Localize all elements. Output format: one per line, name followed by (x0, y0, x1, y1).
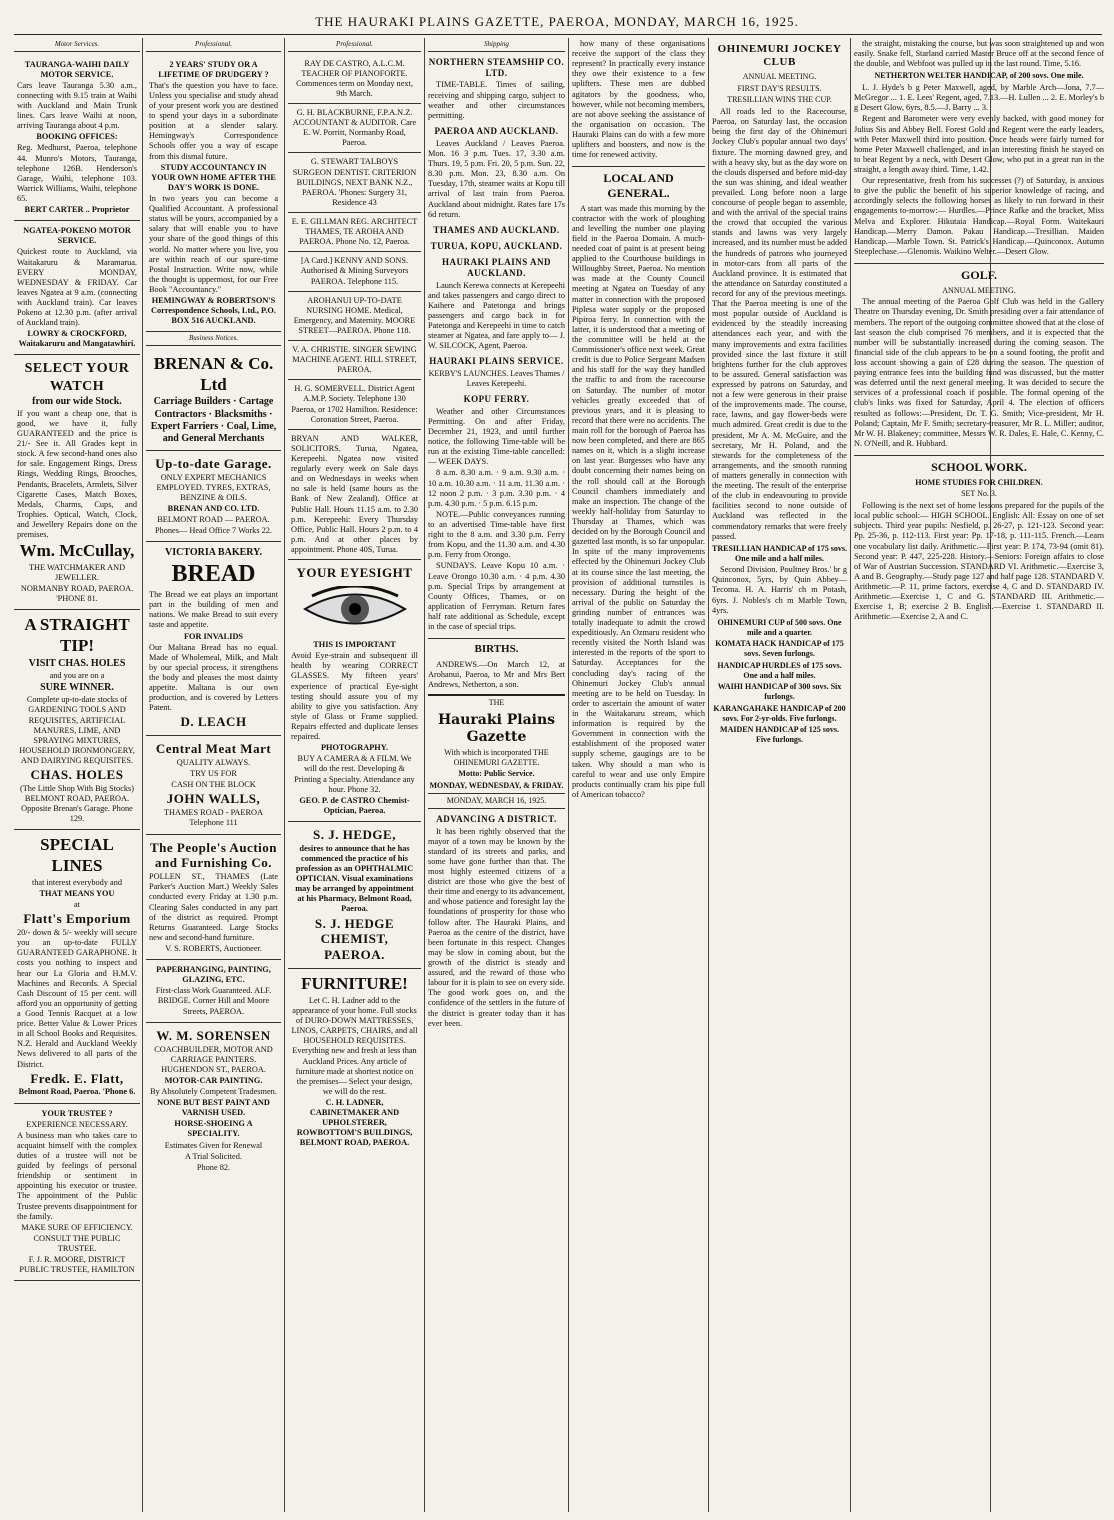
race-heading: KOMATA HACK HANDICAP of 175 sovs. Seven furlongs. (715, 639, 844, 659)
shipping-route: TURUA, KOPU, AUCKLAND. (430, 240, 563, 251)
gazette-motto: Motto: Public Service. (458, 769, 535, 779)
advert-signature: HEMINGWAY & ROBERTSON'S Correspondence Schools, Ltd., P.O. BOX 516 AUCKLAND. (151, 296, 276, 326)
shipping-route: PAEROA AND AUCKLAND. (434, 125, 559, 136)
advert-title: Up-to-date Garage. (155, 456, 272, 472)
race-heading: HANDICAP HURDLES of 175 sovs. One and a half miles. (717, 660, 842, 680)
ferry-sundays: SUNDAYS. Leave Kopu 10 a.m. · Leave Orongo 10.30 a.m. · 4 p.m. 4.30 p.m. Special Trips by arrangement at County Offices, Thames, or on application of Ferryman. Return fares half rate additional as Schedule, except in the case of special trips. (428, 561, 565, 632)
golf-heading: GOLF. (854, 263, 1104, 283)
advert-title: The People's Auction and Furnishing Co. (149, 839, 277, 871)
advert-garage (146, 451, 281, 542)
advert-body: ONLY EXPERT MECHANICS EMPLOYED. TYRES, EXTRAS, BENZINE & OILS. (156, 472, 271, 503)
column-local-general (572, 38, 705, 1512)
ferry-note: NOTE.—Public conveyances running to an advertised Time-table have first right to the 8 a.m. and 3.30 p.m. Ferry from Kopu, and the 11.30 a.m. and 4.30 p.m. Ferry from Orongo. (428, 509, 565, 560)
race-report: Regent and Barometer were very evenly backed, with good money for Julius Sis and Abbey Bell. Forest Gold and Regent were the early leaders, with Peter Maxwell third into position. Once heads were fairly turned for home Peter Maxwell challenged, and in an interesting finish he stayed on to beat Regent by a neck, with Desert Glow, who put in a great run in the straight, a length away third. Time, 1.42. (854, 114, 1104, 174)
advert-proprietor: BERT CARTER .. Proprietor (24, 205, 130, 215)
advert-subheading: STUDY ACCOUNTANCY IN YOUR OWN HOME AFTER THE DAY'S WORK IS DONE. (151, 162, 276, 192)
advert-title: W. M. SORENSEN (156, 1027, 271, 1043)
advert-body: Our Maltana Bread has no equal. Made of Wholemeal, Milk, and Malt by our special process, it strengthens the body and pleases the most dainty appetite. Maltana is our own production, and is covered by Letters Patent. (149, 642, 278, 713)
advert-body: desires to announce that he has commenced the practice of his profession as an OPHTHALMIC OPTICIAN. Visual examinations may be arranged by appointment at his Pharmacy, Belmont Road, Paeroa. (295, 843, 414, 914)
advert-title: BRENAN & Co. Ltd (153, 353, 274, 394)
advert-line: MAKE SURE OF EFFICIENCY. (21, 1222, 133, 1232)
section-heading: Professional. (146, 38, 281, 52)
column-shipping (428, 38, 565, 1512)
advert-straight-tip (14, 610, 140, 830)
gazette-subtitle: With which is incorporated THE OHINEMURI GAZETTE. (444, 747, 549, 767)
advert-victoria-bakery (146, 542, 281, 737)
race-heading: OHINEMURI CUP of 500 sovs. One mile and a quarter. (717, 617, 842, 637)
advert-line: Estimates Given for Renewal (164, 1140, 263, 1150)
advert-title: NGATEA-POKENO MOTOR SERVICE. (23, 226, 131, 246)
gazette-date: MONDAY, MARCH 16, 1925. (428, 793, 565, 809)
advert-subheading: FOR INVALIDS (183, 631, 244, 641)
shipping-body: Weather and other Circumstances Permitting. On and after Friday, December 21, 1923, and until further notice, the following Time-table will be run at the existing Time-table cancelled:— WEEK DAYS. (428, 406, 565, 467)
advert-body: The Bread we eat plays an important part in the building of men and nations. We make Bread to suit every taste and appetite. (149, 590, 278, 630)
advert-public-trustee (14, 1104, 140, 1282)
masthead: THE HAURAKI PLAINS GAZETTE, PAEROA, MONDAY, MARCH 16, 1925. (315, 14, 799, 29)
column-divider (424, 38, 425, 1512)
advert-line: TRY US FOR (190, 769, 237, 779)
advert-meat-mart (146, 736, 281, 834)
advert-subheading: PHOTOGRAPHY. (320, 743, 389, 753)
shipping-route: HAURAKI PLAINS AND AUCKLAND. (441, 256, 551, 278)
advert-line: and you are on a (49, 671, 105, 681)
gazette-title: Hauraki Plains Gazette (437, 711, 556, 745)
advert-line: MOTOR-CAR PAINTING. (164, 1075, 263, 1085)
advert-body: In two years you can become a Qualified Accountant. A professional status will be yours, accompanied by a salary that will enable you to have your share of the good things of this world. No matter where you live, you are within reach of our spare-time Postal Instruction. Write now, while the thought is uppermost, for our Free Book "Accountancy." (149, 193, 278, 294)
race-results-continued: the straight, mistaking the course, but was soon straightened up and won easily. Snake fell, Starland carried Master Bruce off at the second fence of the double, and Webfoot was pulled up in the last round. Time, 5.16. (854, 39, 1104, 69)
advert-name: CHAS. HOLES (30, 767, 124, 783)
advert-title: YOUR EYESIGHT (296, 565, 413, 581)
advert-name: JOHN WALLS, (166, 791, 261, 807)
advert-line: Flatt's Emporium (23, 911, 131, 927)
jockey-club-subheading: FIRST DAY'S RESULTS. (737, 83, 822, 93)
column-divider (708, 38, 709, 1512)
article-title: ADVANCING A DISTRICT. (436, 813, 557, 824)
advert-name: BRENAN AND CO. LTD. (167, 504, 260, 514)
gazette-days: MONDAY, WEDNESDAY, & FRIDAY. (429, 781, 564, 791)
column-divider (850, 38, 851, 1512)
card-de-castro: RAY DE CASTRO, A.L.C.M. TEACHER OF PIANOFORTE. Commences term on Monday next, 9th March. (288, 55, 421, 104)
local-general-heading: LOCAL AND GENERAL. (572, 166, 705, 200)
ferry-times: 8 a.m. 8.30 a.m. · 9 a.m. 9.30 a.m. · 10 a.m. 10.30 a.m. · 11 a.m. 11.30 a.m. · 12 noon 2 p.m. · 3 p.m. 3.30 p.m. · 4 p.m. 4.30 p.m. · 5 p.m. 6.15 p.m. (428, 468, 565, 508)
advert-address: Belmont Road, Paeroa. 'Phone 6. (18, 1087, 136, 1097)
advert-address: NORMANBY ROAD, PAEROA. 'PHONE 81. (20, 584, 134, 604)
local-general-body: A start was made this morning by the contractor with the work of ploughing and levelling the number one playing field in the Paeroa Domain. A much-needed coat of paint is at present being applied to the Courthouse buildings in Willoughby Street, Paeroa. No mention was made at the County Council meeting at Ngatea on Tuesday of any matter in connection with the proposed Piplesa water supply or the proposed Pipiroa ferry. In connection with the latter, it is understood that a meeting of the committee will be held at the Commissioner's office next week. Great credit is due to Police Sergeant Madsen and his staff for the way they handled the traffic to and from the racecourse on Saturday. The number of motor vehicles greatly exceeded that of previous years, and it is pleasing to record that there were no accidents. The main roll for the borough of Paeroa has now been completed, and there are 865 names on it, which is a slight increase on last year. Burgesses who have any doubt concerning their names being on the roll should call at the Borough Council chambers immediately and make an inspection. The change of the weekly half-holiday from Saturday to Thursday at Thames, which was decided on by the Borough Council and gazetted last month, is so far unpopular. In spite of the many improvements effected by the Ohinemuri Jockey Club at its course since the last meeting, the provision of additional turnstiles is necessary. During the height of the arrival of the public on Saturday the grinding number of entrances was totally inadequate to admit the crowd expeditiously. An Ozmaru resident who recently visited the North Island was interested in the reports of the sport to Saturday. Acceptances for the concluding day's racing of the Ohinemuri Jockey Club's annual meeting are to be held on Tuesday. In order to ascertain the amount of water in the Waitakaruru stream, which information is required by the Government in connection with the establishment of the proposed water supply scheme, gaugings are to be taken. Why should a man who is careful to wear and use only Empire products continually cram his pipe full of American tobacco? (572, 203, 705, 799)
column-jockey-club (712, 38, 847, 1512)
advert-subheading: THIS IS IMPORTANT (313, 640, 396, 650)
advert-title: Central Meat Mart (155, 741, 272, 757)
shipping-body: TIME-TABLE. Times of sailing, receiving and shipping cargo, subject to weather and other circumstances permitting. (428, 80, 565, 120)
advert-title: SELECT YOUR WATCH (24, 361, 130, 394)
advert-title: TAURANGA-WAIHI DAILY MOTOR SERVICE. (24, 59, 130, 79)
shipping-company: NORTHERN STEAMSHIP CO. LTD. (428, 56, 565, 78)
card-christie: V. A. CHRISTIE. SINGER SEWING MACHINE AGENT. HILL STREET, PAEROA. (288, 341, 421, 380)
advert-body: Avoid Eye-strain and subsequent ill health by wearing CORRECT GLASSES. My fifteen years' experience of practical Eye-sight testing should assure you of my ability to give you satisfaction. Any style of Glass or Frame supplied. Repairs effected and duplicate lenses repaired. (291, 651, 418, 742)
advert-title: S. J. HEDGE, (313, 826, 396, 842)
column-divider (284, 38, 285, 1512)
advert-title: SPECIAL LINES (40, 835, 114, 876)
advert-line: NONE BUT BEST PAINT AND VARNISH USED. (157, 1098, 270, 1118)
advert-hedge (288, 822, 421, 969)
section-heading: Professional. (288, 38, 421, 52)
jockey-club-body: All roads led to the Racecourse, Paeroa, on Saturday last, the occasion being the first day of the Ohinemuri Jockey Club's popular annual two days' fixture. The morning dawned grey, and with a heavy sky, but as the day wore on the clouds dispersed and before mid-day the sun was shining, and ideal weather prevailed. Long before noon a large concourse of people began to assemble, and with the arrival of the special trains the crowd that occupied the various stands and lawns was very largely increased, and its number must be added the hundreds of patrons who journeyed in motor-cars from all parts of the Auckland province. It is estimated that the attendance on Saturday constituted a record for any of the previous meetings. That the Paeroa meeting is one of the most popular outside of Auckland is evidenced by the steadily increasing attendances each year, and with the many improvements and extra facilities provided since the last fixture it still brightens further for the club approves to be assured. General satisfaction was expressed by patrons on Saturday, and not a few were generous in their praise of the improvements made. The course, race, lawns, and gay flower-beds were much admired. Great credit is due to the president, Mr A. M. McGuire, and the secretary, Mr H. Poland, and the stewards for the completeness of the arrangements, and the smooth running of matters generally in connection with the meeting. The result of the enterprise of the club in endeavouring to provide facilities second to none outside of Auckland was reflected in the commendatory remarks that were freely passed. (712, 107, 847, 541)
section-heading: Motor Services. (14, 38, 140, 52)
advert-line: VISIT CHAS. HOLES (28, 657, 126, 669)
advert-name: Fredk. E. Flatt, (30, 1070, 124, 1086)
column-golf-school (854, 38, 1104, 1512)
advert-address: BELMONT ROAD — PAEROA. Phones— Head Office 7 Works 22. (154, 515, 272, 535)
column-motor-services (14, 38, 140, 1512)
shipping-body: KERBY'S LAUNCHES. Leaves Thames / Leaves Kerepeehi. (428, 369, 565, 389)
article-body: It has been rightly observed that the mayor of a town may be known by the standard of its streets and parks, and some have gone further than that. The most highly esteemed citizens of a district are those who give the best of their time and energy to its advancement, and whose patience and foresight lay the foundations of prosperity for those who follow after. The Hauraki Plains, and Paeroa as the centre of the district, have been fortunate in this respect. Changes may be slow in coming about, but the growth of the district is steady and assured, and the reward of those who labour for it is plain to see on every side. The good work goes on, and the confidence of the settlers in the future of the district is greater today than it has ever been. (428, 826, 565, 1028)
advert-name: Wm. McCullay, (19, 541, 135, 561)
advert-line: at (74, 900, 80, 910)
advert-title: YOUR TRUSTEE ? (41, 1108, 113, 1118)
advert-address: THAMES ROAD - PAEROA Telephone 111 (163, 808, 264, 828)
advert-signature: C. H. LADNER, CABINETMAKER AND UPHOLSTERER, ROWBOTTOM'S BUILDINGS, BELMONT ROAD, PAEROA. (296, 1097, 413, 1148)
advert-tauranga-waihi (14, 55, 140, 222)
advert-sorensen (146, 1023, 281, 1178)
advert-line: HORSE-SHOEING A SPECIALITY. (174, 1119, 253, 1139)
advert-brenan (146, 349, 281, 451)
advert-line: CONSULT THE PUBLIC TRUSTEE. (33, 1233, 121, 1254)
advert-body: First-class Work Guaranteed. ALF. BRIDGE. Corner Hill and Moore Streets, PAEROA. (155, 986, 272, 1016)
advert-body: Cars leave Tauranga 5.30 a.m., connecting with 9.15 train at Waihi with Auckland and Main Trunk lines. Cars leave Waihi at noon, arriving Tauranga about 4 p.m. (17, 80, 137, 131)
golf-subheading: ANNUAL MEETING. (942, 285, 1016, 295)
advert-body: That's the question you have to face. Unless you specialise and study ahead of your present work you are destined to spend your days in a subordinate position at a slender salary. Hemingway's Correspondence Schools offer you a way of escape from this dismal future. (149, 80, 278, 161)
card-kenny: [A Card.] KENNY AND SONS. Authorised & Mining Surveyors PAEROA. Telephone 115. (288, 252, 421, 291)
column-professional-cards (288, 38, 421, 1512)
births-notice: ANDREWS.—On March 12, at Arohanui, Paeroa, to Mr and Mrs Bert Andrews, Netherton, a son. (428, 659, 565, 689)
advert-flatts-emporium (14, 830, 140, 1103)
jockey-club-heading: OHINEMURI JOCKEY CLUB (717, 43, 842, 69)
gazette-nameplate (428, 694, 565, 809)
advert-body: Let C. H. Ladner add to the appearance of your home. Full stocks of DURO-DOWN MATTRESSES, LINOS, CARPETS, CHAIRS, and all HOUSEHOLD REQUISITES. Everything new and fresh at less than Auckland Prices. Any article of furniture made at shortest notice on the premises— Select your design, we will do the rest. (291, 995, 418, 1096)
card-bryan-walker: BRYAN AND WALKER, SOLICITORS. Turua, Ngatea, Kerepeehi. Ngatea now visited regularly every week on Sale days and on Wednesdays in weeks when no sale is held (same hours as the Bank of New Zealand). Office at Public Hall. Hours 11.15 a.m. to 2.30 p.m. Kerepeehi: Every Thursday Office, Public Hall. Hours 2 p.m. to 4 p.m. And at other places by appointment. Phone 40S, Turua. (288, 430, 421, 560)
advert-body: If you want a cheap one, that is good, we have it, fully GUARANTEED and the price is 21/- See it. All Grades kept in stock. A few second-hand ones also for sale. Engagement Rings, Dress Rings, Wedding Rings, Brooches, Pendants, Bracelets, Armlets, Silver Cigarette Cases, Match Boxes, Medals, Charms, Cups, and Trophies. Optical, Watch, Clock, and Jewellery Repairs done on the premises. (17, 408, 137, 540)
advert-title: VICTORIA BAKERY. (165, 546, 262, 558)
advert-body: Reg. Medhurst, Paeroa, telephone 44. Munro's Motors, Tauranga, telephone 126B. Henderson's Garage, Waihi, telephone 103. Warrick Williams, Waihi, telephone 65. (17, 143, 137, 203)
card-somervell: H. G. SOMERVELL. District Agent A.M.P. Society. Telephone 130 Paeroa, or 1702 Hamilton. Residence: Coronation Street, Paeroa. (288, 380, 421, 429)
advert-ngatea-pokeno (14, 221, 140, 355)
advert-body: 20/- down & 5/- weekly will secure you an up-to-date FULLY GUARANTEED GARAPHONE. It costs you nothing to inspect and hear our La Gloria and H.M.V. Machines and Records. A Special Cash Discount of 15 per cent. will afford you an opportunity of getting a Good Tennis Racquet at a low price. Better Value & Lower Prices in all School Books and Requisites. N.Z. Herald and Auckland Weekly News delivered to all parts of the District. (17, 928, 137, 1069)
births-heading: BIRTHS. (428, 638, 565, 656)
advert-line: CASH ON THE BLOCK (171, 780, 256, 790)
card-talboys: G. STEWART TALBOYS SURGEON DENTIST. CRITERION BUILDINGS, NEXT BANK N.Z., PAEROA. 'Phones: Surgery 31, Residence 43 (288, 153, 421, 213)
race-result: L. J. Hyde's b g Peter Maxwell, aged, by Marble Arch—Jona, 7.7—McGregor ... 1. E. Lees' Regent, aged, 7.13.—H. Lullen ... 2. E. Morley's b g Desert Glow, 6yrs, 8.5.—J. Barry ... 3. (854, 83, 1104, 113)
shipping-route: HAURAKI PLAINS SERVICE. (429, 356, 564, 367)
advert-subtitle: from our wide Stock. (32, 395, 122, 407)
advert-line: that interest everybody and (31, 877, 123, 887)
advert-body: Carriage Builders · Cartage Contractors · Blacksmiths · Expert Farriers · Coal, Lime, and General Merchants (150, 396, 277, 444)
advert-title: 2 YEARS' STUDY OR A LIFETIME OF DRUDGERY ? (158, 59, 269, 79)
column-divider (142, 38, 143, 1512)
shipping-route: KOPU FERRY. (463, 393, 530, 404)
advert-title: FURNITURE! (301, 974, 408, 994)
advert-signature: V. S. ROBERTS, Auctioneer. (165, 944, 262, 954)
advert-line: THAT MEANS YOU (39, 889, 115, 899)
race-heading: KARANGAHAKE HANDICAP of 200 sovs. For 2-yr-olds. Five furlongs. (713, 703, 846, 723)
race-heading: MAIDEN HANDICAP of 125 sovs. Five furlongs. (720, 725, 839, 745)
advert-line: SURE WINNER. (40, 682, 114, 694)
advert-watch (14, 355, 140, 610)
race-result: Second Division. Poultney Bros.' br g Quinconox, 5yrs, by Quin Abbey—Tecoma. H. A. Harris' ch m Potash, 6yrs. J. Nobles's ch m Marble Town, 4yrs. (712, 565, 847, 615)
race-heading: WAIHI HANDICAP of 300 sovs. Six furlongs. (717, 682, 842, 702)
advert-name: GEO. P. de CASTRO Chemist-Optician, Paeroa. (299, 795, 410, 815)
advert-subheading: BOOKING OFFICES: (36, 132, 118, 142)
shipping-body: Leaves Auckland / Leaves Paeroa. Mon. 16 3 p.m. Tues. 17, 3.30 a.m. Thurs. 19, 5 p.m. Fri. 20, 5 p.m. Sun. 22, 8.30 p.m. Mon. 23, 8.30 a.m. On Tuesday, 17th, steamer waits at Kopu till arrival of last train from Paeroa. Auckland about midnight. Rates fare 17s 6d return. (428, 138, 565, 219)
gazette-the: THE (488, 697, 505, 707)
advert-signature: F. J. R. MOORE, DISTRICT PUBLIC TRUSTEE, HAMILTON (19, 1255, 135, 1275)
column-professional (146, 38, 281, 1512)
advert-furniture (288, 969, 421, 1153)
advert-body: Quickest route to Auckland, via Waitakaruru & Maramarua. EVERY MONDAY, WEDNESDAY & FRIDAY. Car leaves Ngatea at 9 a.m. (connecting with Auckland train). Car leaves Pokeno at 12.30 p.m. (after arrival of Auckland train). (17, 247, 137, 328)
school-body: Following is the next set of home lessons prepared for the pupils of the local public school:— HIGH SCHOOL. English: All: Essay on one of set subjects. Third year pupils: Nesfield, p. 26-27, p. 121-123. Second year: Pp. 25-36, p. 112-113. First year: Pp. 17-18, p. 111-115. French.—Learn one vocabulary list daily. Arithmetic.—First year: P. 174, 73-94 (omit 81). Second year: P. 447, 225-228. History.—Seniors: Foreign affairs to close of War of Austrian Succession. STANDARD VI. Arithmetic.—Exercise 3, A and B. Geography.—Study page 127 and half page 128. STANDARD V. Arithmetic.—P. 11, prime factors, exercise 4, C and D. STANDARD IV. Arithmetic.—Exercise 1, C and G. STANDARD III. Arithmetic.—Exercise 1, B; exercise 2 B. English.—Exercise 1. STANDARD II. Arithmetic.—Exercise 2, A and C. (854, 501, 1104, 622)
shipping-body: Launch Kerewa connects at Kerepeehi and takes passengers and cargo direct to Kaihere and Patetonga and brings passengers and cargo back in for Patetonga and Kerepeehi in time to catch steamer at Ngatea, and fare apply to— J. W. SILCOCK, Agent, Paeroa. (428, 280, 565, 351)
advert-line: Phone 82. (196, 1162, 231, 1172)
school-subheading: HOME STUDIES FOR CHILDREN. (915, 477, 1043, 487)
advert-line: EXPERIENCE NECESSARY. (26, 1119, 128, 1129)
masthead-rule (14, 34, 1102, 35)
jockey-club-subheading: ANNUAL MEETING. (742, 71, 817, 81)
advert-trade: THE WATCHMAKER AND JEWELLER. (28, 562, 126, 583)
section-heading: Business Notices. (146, 332, 281, 346)
school-heading: SCHOOL WORK. (854, 455, 1104, 475)
advert-paperhanging (146, 960, 281, 1023)
article-continued: how many of these organisations receive the support of the class they represent? In practically every instance they owe their existence to a few uplifters. These men are dubbed agitators by the goodness, who, however, while not becoming members, are not above seeking the assistance of the organisation on occasion. The Hauraki Plains can do with a few more uplifters and boosters, and now is the time for renewed activity. (572, 39, 705, 160)
advert-title: PAPERHANGING, PAINTING, GLAZING, ETC. (156, 965, 271, 985)
advert-body: POLLEN ST., THAMES (Late Parker's Auction Mart.) Weekly Sales conducted every Friday at 1.30 p.m. Clearing Sales conducted in any part of the district as required. Prompt Returns Guaranteed. Large Stocks new and second-hand furniture. (149, 872, 278, 942)
advert-address: (The Little Shop With Big Stocks) BELMONT ROAD, PAEROA. Opposite Brenan's Garage. Phone 129. (19, 784, 135, 824)
advert-name: D. LEACH (180, 714, 247, 730)
advert-auction (146, 835, 281, 961)
card-arohanui: AROHANUI UP-TO-DATE NURSING HOME. Medical, Emergency, and Maternity. MOORE STREET—PAEROA. Phone 118. (288, 292, 421, 341)
section-heading: Shipping (428, 38, 565, 52)
card-blackburne: G. H. BLACKBURNE, F.P.A.N.Z. ACCOUNTANT & AUDITOR. Care E. W. Porritt, Normanby Road, Paeroa. (288, 104, 421, 153)
jockey-club-subheading: TRESILLIAN WINS THE CUP. (727, 95, 832, 105)
shipping-route: THAMES AND AUCKLAND. (433, 224, 560, 235)
advert-line: QUALITY ALWAYS. (176, 758, 251, 768)
advert-body: COACHBUILDER, MOTOR AND CARRIAGE PAINTERS. HUGHENDON ST., PAEROA. (154, 1044, 273, 1074)
advert-line: A Trial Solicited. (185, 1151, 242, 1161)
advert-big-word: BREAD (171, 560, 256, 587)
race-tips: Our representative, fresh from his successes (?) of Saturday, is anxious to give the public the benefit of his superior knowledge of racing, and accordingly selects the following horses as likely to run forward in their engagements to-morrow:— Hurdles.—Prince Rafke and the bracket, Miss Melva and Explorer. Hikutaia Handicap.—Royal Form. Waitekauri Handicap.—Merry Damon. Pakau Handicap.—Tresillian. Maiden Handicap.—Marble Town. St. Patrick's Handicap.—Quinconox. Autumn Steeplechase.—Glenomis. Waikino Welter.—Desert Glow. (854, 176, 1104, 256)
advert-signature: S. J. HEDGE CHEMIST, PAEROA. (314, 915, 395, 963)
advert-line: By Absolutely Competent Tradesmen. (150, 1086, 277, 1096)
advert-hemingway (146, 55, 281, 333)
school-set: SET No. 3. (961, 489, 997, 499)
race-heading: NETHERTON WELTER HANDICAP, of 200 sovs. One mile. (874, 71, 1084, 81)
advert-eyesight (288, 560, 421, 822)
advert-body: Complete up-to-date stocks of GARDENING TOOLS AND REQUISITES, ARTIFICIAL MANURES, LIME, AND SPRAYING MIXTURES, HOUSEHOLD IRONMONGERY, AND DAIRYING REQUISITES. (19, 695, 135, 766)
race-heading: TRESILLIAN HANDICAP of 175 sovs. One mile and a half miles. (712, 543, 847, 563)
eye-illustration (300, 586, 410, 632)
advert-body: BUY A CAMERA & A FILM. We will do the rest. Developing & Printing a Specialty. Attendance any hour. Phone 32. (294, 754, 415, 794)
advert-proprietor: LOWRY & CROCKFORD, Waitakaruru and Mangatawhiri. (18, 329, 136, 349)
advert-body: A business man who takes care to acquaint himself with the complex duties of a trustee will not be guided by feelings of personal friendship or sentiment in appointing his executor or trustee. The appointment of the Public Trustee prevents disappointment for the family. (17, 1130, 137, 1221)
column-divider (568, 38, 569, 1512)
advert-title: A STRAIGHT TIP! (24, 615, 130, 656)
golf-body: The annual meeting of the Paeroa Golf Club was held in the Gallery Theatre on Thursday evening, Dr. Smith presiding over a fair attendance of members. The report of the outgoing committee showed that at the close of last season the club comprised 76 members, and it is expected that the number will be substantially increased during the coming season. The financial side of the club appears to be on a sound footing, the profit and loss account showing a gain of £28 during the season. The question of paying entrance fees into the building fund was discussed, but the matter was deferred until the next general meeting. It was decided to secure the services of a professional coach if possible. The formal opening of the club's links was fixed for Saturday, April 4. The election of officers resulted as follows:—President, Dr. T. G. Smith; Vice-president, Mr H. Poland; Captain, Mr F. Smith; secretary-treasurer, Mr R. L. Miller; auditor, Mr W. H. Blakeney; committee, Messrs W. R. Dales, E. Hale, C. Kenny, C. N. O'Neill, and R. Hubbard. (854, 297, 1104, 448)
card-gillman: E. E. GILLMAN REG. ARCHITECT THAMES, TE AROHA AND PAEROA. Phone No. 12, Paeroa. (288, 213, 421, 252)
